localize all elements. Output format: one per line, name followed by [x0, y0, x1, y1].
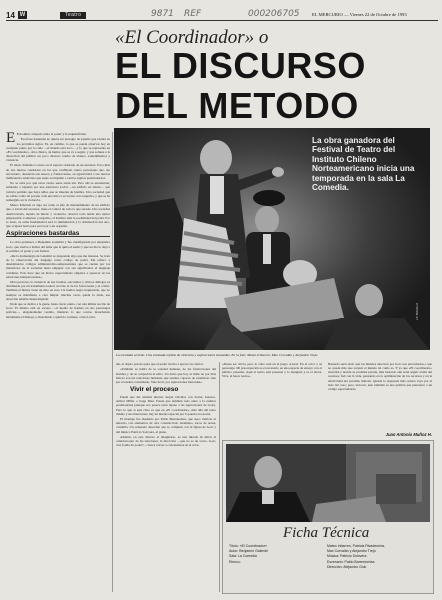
article-paragraph: Además, en este diverso al imaginario, es una mirada de mirar el caleidoscopio de las relaciones, la dirección —que no es un acaso. Goic, otra forma de poder?— busca volver a concentrarse en el actor. [116, 434, 216, 448]
article-paragraph: Bastardo sería decir que los mundos descritos por Goic son encontrados o que no queda más que aceptar el mundo tal como es. Y ya que «El coordinador» invertirá y decide su próxima parada, más bastardo aún sería seguir arriba del ascensor, fiel con la vida, pensando en la optimización de los recursos y en la efectividad del próximo método. Quizás la respuesta más certera vaya por el lado del caso; pero, lectores, éste también es una palabra que pertenece a un código especializado. [328, 362, 432, 391]
director-photo [226, 444, 430, 522]
main-photo [114, 128, 430, 350]
column-divider [112, 132, 113, 592]
article-paragraph: Dada que se dedica a la gente, hasta cierto punto, con una última noción de Goic: El mismo está en escena —el medio de Kamea en sus personajes policías—, elegantemente vestido, mientras lo que ocurre, manchando lentamente el diálogo y ahondando a quien lo sostiene, como Levia- [6, 302, 110, 319]
ficha-right-list [327, 544, 431, 570]
article-paragraph: Obra perversa, la violencia de sus bromas, sarcasmos y cínicos diálogos es distribuida por un tratamiento teatral cercano al de las fotonovelas y el comic. También el humor tiene un sitio en esto. Un humor negro inquietante, que no siempre se manifiesta a cara limpia: muchas veces queda la duda, esa atracción amable desprestigiada. [6, 280, 110, 301]
article-paragraph: «También se habla de la soledad humana, de las frustraciones del hombre y de su ocupación al éxito. Un éxito que hoy se mide no por más felices son las relaciones humanas que seamos capaces de establecer sino por el estatus consumado. Vale decir, por aspiraciones bastardas». [116, 367, 216, 384]
article-paragraph: «Puede ser obvio, pero lo claro está en el juego actoral. En el actor y su personaje. Mi preocupación es el escenario en una especie de ensayo con el público presente. Aquí el teatro está presente y lo inaugura y es el ahora. Vive, al hacer teatro». [222, 362, 322, 379]
ficha-item: Dirección: Alejandro Goic [327, 564, 367, 569]
ficha-left-list [229, 544, 305, 565]
header-rule [6, 20, 438, 21]
newspaper-logo-icon: W [19, 12, 26, 18]
photo-caption: La escalada al éxito. Una escalada repleta de violencia y aspiraciones bastardas. En la foto: Mateo Iribarren, Max Corvalán y Alejandro Trejo. [116, 353, 319, 357]
byline: Juan Antonio Muñoz H. [385, 432, 432, 437]
page-number: 14 [6, 11, 15, 20]
ficha-item: Título: «El Coordinador» [229, 544, 267, 548]
drop-cap: E [6, 132, 16, 146]
publication-line: EL MERCURIO — Viernes 22 de Octubre de 1993 [312, 12, 407, 17]
article-column-3 [222, 362, 322, 434]
ficha-item: Sala: La Comedia [229, 554, 257, 559]
article-paragraph: Puede que del análisis ulterior surjan vínculos con Sartre, Ionesco, Arthur Miller o Jorge Díaz. Puede que también todo entre a la estética postmoderna (aunque eso parece estar lejano a las aspiraciones de Goic). Pero lo que sí está claro es que en «El coordinador», más allá del texto mismo y sus menciones, hay un interés especial por la puesta en escena. [116, 395, 216, 416]
article-paragraph: El relato dramático ocurre en el espacio reducido de un ascensor. Poco más de dos metros cuadrados en los que confluyen cuatro personajes que, sin enconrarlo, desatarán sus anseos y frustraciones, su agresividad o sus nuevas indiferencia relativista que suele acompañar a ciertos sujetos postmodernos. [6, 163, 110, 180]
photo-credit: J.P. BONALLO [416, 302, 419, 320]
handwritten-note-1: 9871 [151, 9, 174, 19]
ficha-item: Música: Patricio Solovera [327, 554, 367, 559]
article-column-4 [328, 362, 432, 428]
handwritten-note-2: REF [184, 9, 202, 19]
subhead-aspiraciones: Aspiraciones bastardas [6, 232, 110, 237]
article-paragraph: tán, el objeto preciso para que el poder vuelva a ejercer su control. [116, 362, 204, 366]
column-divider [219, 362, 220, 592]
photo-overlay-text: La obra ganadora del Festival de Teatro del Instituto Chileno Norteamericano inicia una temporada en la sala La Comedia. [312, 136, 415, 193]
headline-kicker: «El Coordinador» o [115, 27, 269, 48]
section-label: Teatro [60, 12, 86, 19]
ficha-title: Ficha Técnica [283, 525, 370, 541]
subhead-vivir-el-proceso: Vivir el proceso [130, 385, 179, 393]
article-paragraph: No se sabe por qué estos cuatro seres están ahí. Pero allí se encuentran, subiendo o bajando por una estructura social —un edificio en ruinas— que todavía permite que haya niños que se mueren de hambre. Una sociedad que no existe como tal porque cada uno mira a su vecino con sospecha, y que se ha sumergido en la violencia. [6, 181, 110, 202]
headline-line-2: DEL METODO [115, 85, 359, 126]
article-paragraph: La obra pertenece a Benjamín Galemiri y fue transfigurada por Alejandro Goic, que vuelve a hablar del tema que le quita el sueño y que un día lo dejó a la sombra: el poder y sus formas. [6, 240, 110, 253]
article-column-2 [116, 362, 216, 592]
headline-line-1: EL DISCURSO [115, 45, 366, 86]
ficha-item: Mateo Iribarren, Patricia Rivadeneira, [327, 544, 385, 548]
ficha-item: Escenario: Pablo Barrenechea [327, 559, 375, 564]
article-paragraph: El montaje fue diseñado por Pablo Barrenechea, que supo rubricar el emotivo con elementos de otra construcción: andamios, sacos de arena, cartelilla. Un ordenado desorden que se completa con la figura de Goic y del músico Patricio Solovera, al piano. [116, 417, 216, 434]
page-header [6, 9, 438, 21]
article-paragraph: Mateo Iribarren es algo así como el jefe de mantenimiento de un edificio que, a través del ascensor, tiene el control de todo lo que sucede. Una sociedad desmoronada, repleta de miedo y violencia, observa todo desde una óptica empresarial. Canturreo y negativo, el hombre ama la posibilidad del poder. Por lo tanto, su arma fundamental será la intimidación y la dominación del otro, que ocupará hasta para provocar a un orgasmo. [6, 203, 110, 229]
article-paragraph: «De la dramaturgia de Galemiri se desprende algo que me interesa. Se trata de la observación del lenguaje como código de poder. Me refiero a determinados códigos administrativo-empresariales que se cuelan por los intersticios de la sociedad hasta empapar con sus significados el lenguaje cotidiano. Esto hace que un léxico especializado empiece a aparecer en las relaciones interpersonales». [6, 254, 110, 279]
ficha-item: Autor: Benjamín Galemiri [229, 549, 269, 554]
lead-paragraph: E El hombre atrapado entre el poder y la esquizofrenia. [6, 132, 87, 146]
ficha-item: Max Corvalán y Alejandro Trejo [327, 549, 376, 554]
article-column-1 [6, 132, 110, 592]
ficha-item: Elenco: [229, 559, 241, 564]
article-paragraph: Esa frase tremenda no quiere ser presagio de aquello que vendrá en los próximos siglos. Es, en cambio, lo que se puede observar hoy en cualquier punto por la calle —el mundo está loco— y lo que se representa en «El coordinador», obra clásica, de humor que se va a seguir, y que somete a la discreción del público un poco discreto caudro de abusos, sometimientos y violencia. [6, 137, 110, 163]
archive-stamp-number: 000206705 [248, 9, 300, 19]
ficha-tecnica-box [222, 440, 434, 594]
director-photo-image [226, 444, 430, 522]
